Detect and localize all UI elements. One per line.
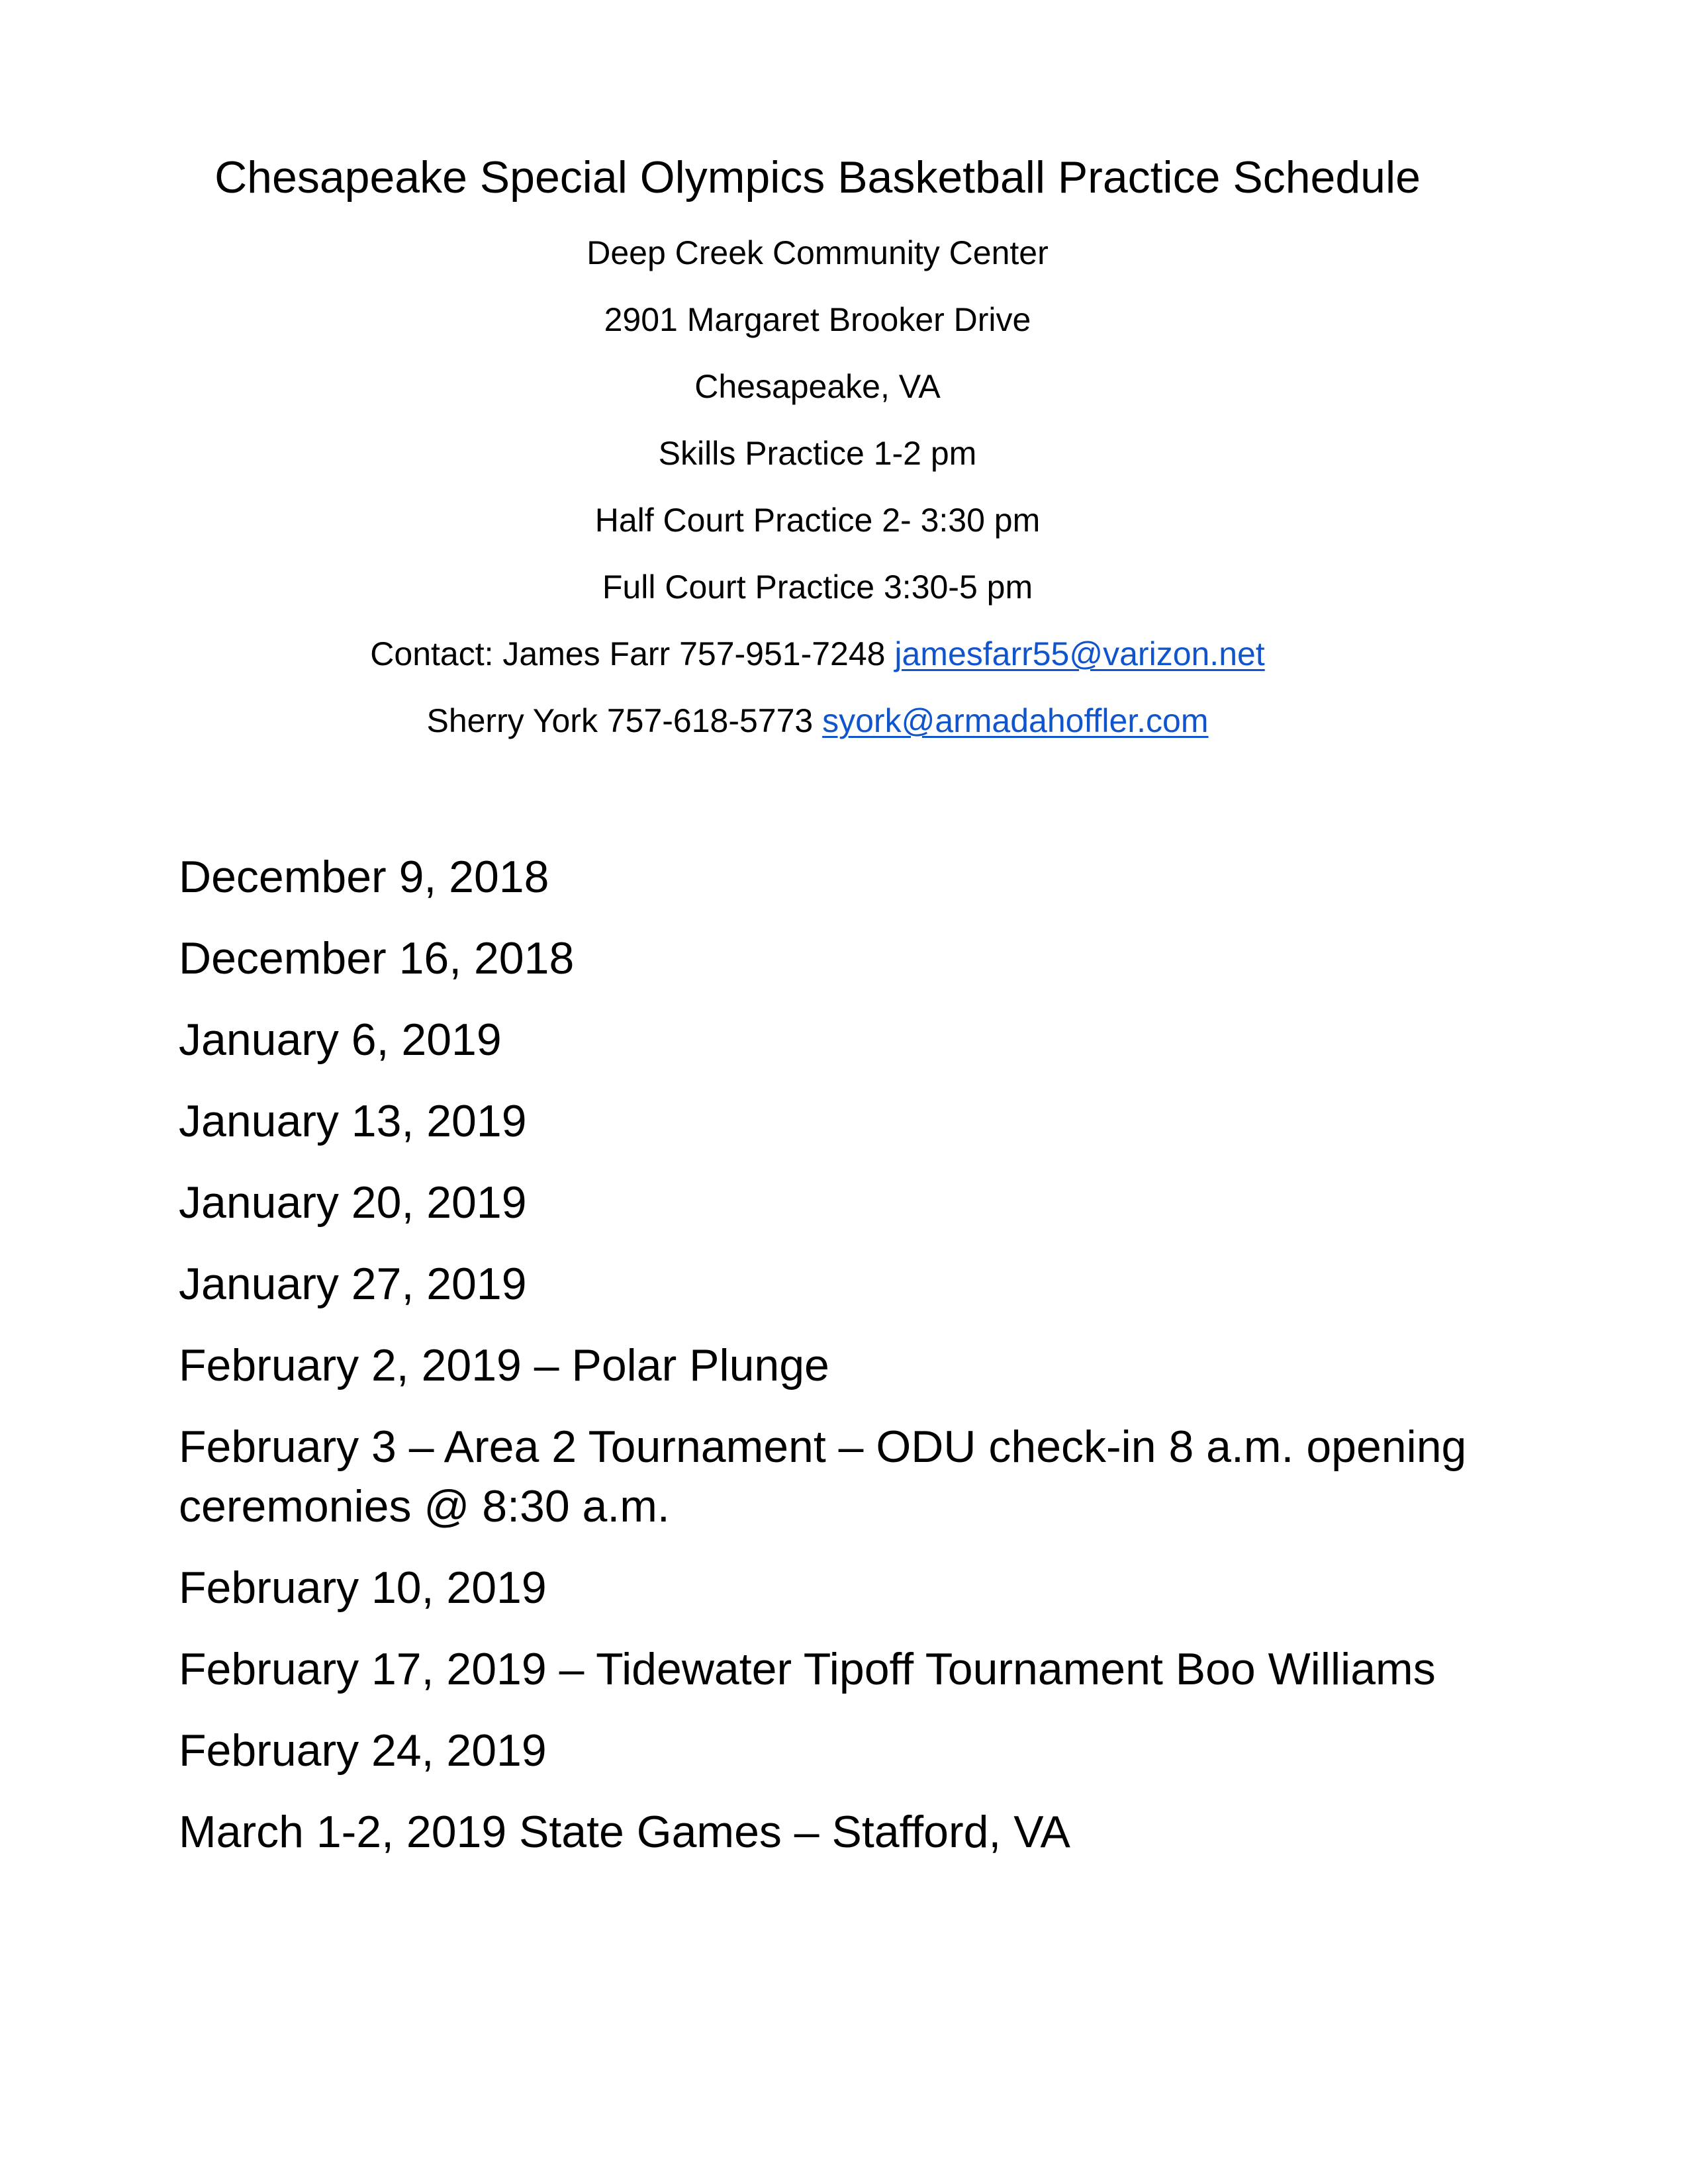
schedule-item: March 1-2, 2019 State Games – Stafford, VA [179, 1807, 1070, 1857]
schedule-item: January 6, 2019 [179, 1015, 502, 1065]
schedule-item: February 17, 2019 – Tidewater Tipoff Tournament Boo Williams [179, 1644, 1436, 1694]
schedule-item: January 20, 2019 [179, 1177, 527, 1228]
schedule-item: January 27, 2019 [179, 1259, 527, 1309]
contact-line-1 [0, 633, 1635, 700]
skills-practice-time: Skills Practice 1-2 pm [658, 435, 977, 472]
contact-2-email-link[interactable]: syork@armadahoffler.com [822, 702, 1209, 739]
contact-2-text: Sherry York 757-618-5773 [426, 702, 823, 739]
street-address: 2901 Margaret Brooker Drive [604, 301, 1031, 338]
schedule-item: February 2, 2019 – Polar Plunge [179, 1340, 829, 1390]
schedule-list [179, 847, 1503, 1884]
schedule-item: February 24, 2019 [179, 1725, 547, 1776]
contact-1-text: Contact: James Farr 757-951-7248 [370, 635, 895, 672]
schedule-item: February 3 – Area 2 Tournament – ODU check-in 8 a.m. opening ceremonies @ 8:30 a.m. [179, 1422, 1467, 1531]
header-info [0, 232, 1635, 766]
location-name: Deep Creek Community Center [586, 234, 1049, 271]
schedule-item: January 13, 2019 [179, 1096, 527, 1146]
contact-line-2 [0, 700, 1635, 766]
city-state: Chesapeake, VA [694, 368, 941, 405]
schedule-item: December 9, 2018 [179, 852, 549, 902]
page-title: Chesapeake Special Olympics Basketball Practice Schedule [214, 152, 1421, 203]
schedule-item: December 16, 2018 [179, 933, 575, 983]
schedule-item: February 10, 2019 [179, 1563, 547, 1613]
half-court-practice-time: Half Court Practice 2- 3:30 pm [594, 502, 1041, 539]
full-court-practice-time: Full Court Practice 3:30-5 pm [602, 569, 1033, 606]
contact-1-email-link[interactable]: jamesfarr55@varizon.net [894, 635, 1265, 672]
